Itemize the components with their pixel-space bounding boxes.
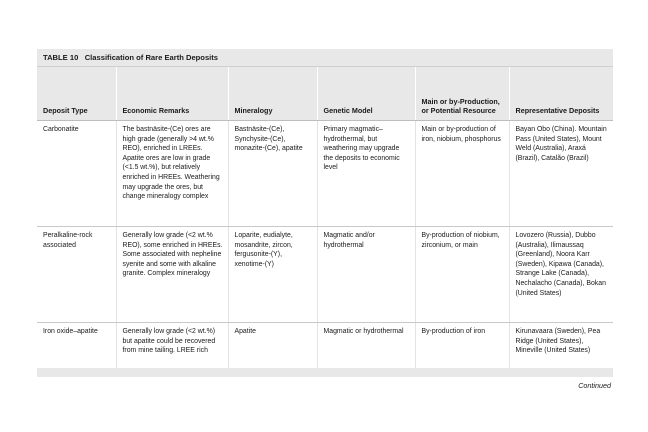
cell-mineralogy: Loparite, eudialyte, mosandrite, zircon, fergusonite-(Y), xenotime-(Y)	[228, 227, 317, 323]
table-title: Classification of Rare Earth Deposits	[84, 53, 219, 62]
cell-deposit-type: Peralkaline-rock associated	[37, 227, 116, 323]
cell-economic-remarks: Generally low grade (<2 wt.% REO), some enriched in HREEs. Some associated with nepheline syenite and some with alkaline granite. Complex mineralogy	[116, 227, 228, 323]
cell-genetic-model: Magmatic or hydrothermal	[317, 323, 415, 374]
cell-production-resource: By-production of niobium, zirconium, or main	[415, 227, 509, 323]
table-row	[37, 323, 613, 374]
cell-genetic-model: Primary magmatic–hydrothermal, but weathering may upgrade the deposits to economic level	[317, 121, 415, 227]
header-deposit-type: Deposit Type	[37, 67, 116, 121]
deposit-classification-table	[37, 67, 613, 374]
table-bottom-band	[37, 368, 613, 377]
table-caption	[37, 49, 613, 67]
cell-economic-remarks: Generally low grade (<2 wt.%) but apatite could be recovered from mine tailing. LREE rich	[116, 323, 228, 374]
cell-mineralogy: Bastnäsite-(Ce), Synchysite-(Ce), monazite-(Ce), apatite	[228, 121, 317, 227]
cell-production-resource: By-production of iron	[415, 323, 509, 374]
cell-deposit-type: Iron oxide–apatite	[37, 323, 116, 374]
header-mineralogy: Mineralogy	[228, 67, 317, 121]
cell-genetic-model: Magmatic and/or hydrothermal	[317, 227, 415, 323]
table-number: TABLE 10	[43, 53, 79, 62]
cell-representative-deposits: Lovozero (Russia), Dubbo (Australia), Ilimaussaq (Greenland), Noora Karr (Sweden), Kipawa (Canada), Strange Lake (Canada), Nechalacho (Canada), Bokan (United States)	[509, 227, 613, 323]
table-header-row	[37, 67, 613, 121]
deposit-classification-table-container	[37, 49, 613, 377]
cell-production-resource: Main or by-production of iron, niobium, phosphorus	[415, 121, 509, 227]
cell-mineralogy: Apatite	[228, 323, 317, 374]
header-economic-remarks: Economic Remarks	[116, 67, 228, 121]
cell-representative-deposits: Bayan Obo (China). Mountain Pass (United States), Mount Weld (Australia), Araxá (Brazil), Catalão (Brazil)	[509, 121, 613, 227]
header-genetic-model: Genetic Model	[317, 67, 415, 121]
table-row	[37, 227, 613, 323]
cell-economic-remarks: The bastnäsite-(Ce) ores are high grade (generally >4 wt.% REO), enriched in LREEs. Apatite ores are low in grade (<1.5 wt.%), but relatively enriched in HREEs. Weathering may upgrade the ores, but change mineralogy complex	[116, 121, 228, 227]
cell-representative-deposits: Kirunavaara (Sweden), Pea Ridge (United States), Mineville (United States)	[509, 323, 613, 374]
continued-note: Continued	[578, 381, 611, 390]
header-production-resource: Main or by-Production, or Potential Resource	[415, 67, 509, 121]
cell-deposit-type: Carbonatite	[37, 121, 116, 227]
table-row	[37, 121, 613, 227]
header-representative-deposits: Representative Deposits	[509, 67, 613, 121]
